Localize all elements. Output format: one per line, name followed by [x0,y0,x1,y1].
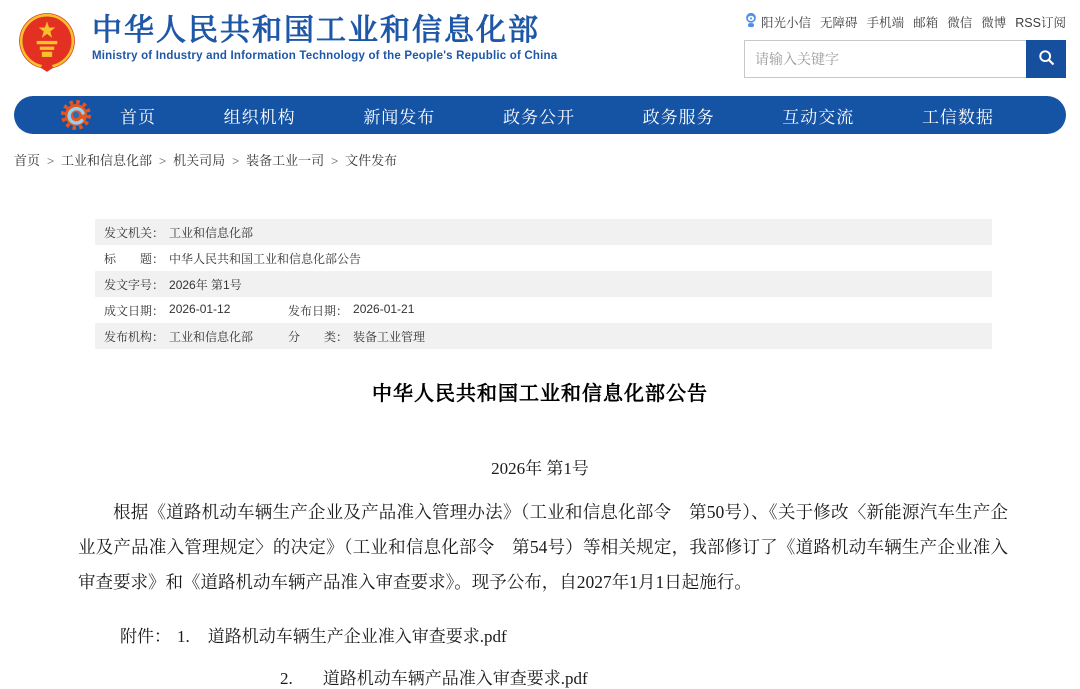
nav-items [92,103,1066,128]
meta-value: 中华人民共和国工业和信息化部公告 [169,251,362,266]
nav-item-2[interactable]: 组织机构 [223,107,296,127]
document-title: 中华人民共和国工业和信息化部公告 [372,383,708,405]
breadcrumb-separator: > [331,154,339,168]
meta-label: 分 类： [288,329,349,344]
meta-row [95,323,992,349]
breadcrumb-item-4[interactable]: 装备工业一司 [246,153,325,168]
nav-item-3[interactable]: 新闻发布 [363,107,436,127]
attachment-index: 1. [177,627,190,646]
quick-link-6[interactable] [981,13,1006,31]
nav-item-4[interactable]: 政务公开 [502,107,575,127]
document-meta-table [95,219,992,349]
quick-link-1[interactable] [744,12,811,31]
quick-links [744,12,1066,31]
meta-row [95,245,992,271]
meta-cell [104,276,242,293]
nav-item-7[interactable]: 工信数据 [921,107,994,127]
meta-cell [104,224,253,241]
meta-cell [104,250,361,267]
quick-link-label: 微信 [947,15,973,30]
meta-value: 2026年 第1号 [169,277,242,292]
search-icon [1036,47,1057,71]
meta-value: 工业和信息化部 [169,225,254,240]
header-right [744,8,1066,96]
quick-link-3[interactable] [867,13,905,31]
search-button[interactable] [1026,40,1066,78]
quick-link-7[interactable] [1015,13,1066,31]
search-input[interactable] [744,40,1026,78]
quick-link-2[interactable] [820,13,858,31]
quick-link-label: 邮箱 [913,15,939,30]
quick-link-label: 无障碍 [820,15,858,30]
nav-item-1[interactable]: 首页 [120,107,156,127]
attachment-line [280,664,1080,689]
attachment-link-1[interactable]: 道路机动车辆生产企业准入审查要求.pdf [207,627,507,646]
quick-link-5[interactable] [947,13,972,31]
search-bar [744,40,1066,78]
nav-item-5[interactable]: 政务服务 [642,107,715,127]
attachment-index: 2. [280,669,293,688]
attachments-label: 附件： [120,627,171,646]
meta-cell [288,302,414,319]
meta-cell [104,302,288,319]
meta-label: 发文字号： [104,277,165,292]
quick-link-label: 微博 [981,15,1007,30]
breadcrumb-item-3[interactable]: 机关司局 [173,153,226,168]
meta-label: 成文日期： [104,303,165,318]
brand-text [92,8,557,62]
meta-label: 发布日期： [288,303,349,318]
miit-gear-logo-icon [60,99,92,131]
meta-cell [288,328,425,345]
nav-item-6[interactable]: 互动交流 [782,107,855,127]
quick-link-label: 手机端 [866,15,905,30]
meta-label: 发布机构： [104,329,165,344]
quick-link-4[interactable] [913,13,938,31]
breadcrumb-item-2[interactable]: 工业和信息化部 [61,153,153,168]
meta-cell [104,328,288,345]
attachment-line [120,622,1080,647]
breadcrumb-separator: > [159,154,167,168]
meta-label: 标 题： [104,251,165,266]
attachments [0,622,1080,689]
breadcrumb-separator: > [232,154,240,168]
meta-row [95,271,992,297]
quick-link-label: RSS订阅 [1015,15,1066,30]
site-header [0,0,1080,96]
site-title: 中华人民共和国工业和信息化部 [92,14,540,47]
quick-link-label: 阳光小信 [761,15,812,30]
meta-row [95,297,992,323]
site-subtitle: Ministry of Industry and Information Technology of the People's Republic of China [92,50,558,62]
breadcrumb-separator: > [47,154,55,168]
site-brand [14,8,557,96]
meta-value: 2026-01-21 [353,301,415,316]
meta-row [95,219,992,245]
national-emblem-icon [14,10,80,76]
meta-value: 2026-01-12 [169,301,231,316]
meta-label: 发文机关： [104,225,165,240]
meta-value: 装备工业管理 [353,329,426,344]
breadcrumb [0,134,1080,169]
main-navbar [14,96,1066,134]
document-number: 2026年 第1号 [491,459,589,478]
breadcrumb-item-5[interactable]: 文件发布 [345,153,398,168]
attachment-link-2[interactable]: 道路机动车辆产品准入审查要求.pdf [322,669,588,688]
meta-value: 工业和信息化部 [169,329,254,344]
mascot-icon [744,12,758,31]
document-paragraph: 根据《道路机动车辆生产企业及产品准入管理办法》（工业和信息化部令 第50号）、《关于修改〈新能源汽车生产企业及产品准入管理规定〉的决定》（工业和信息化部令 第54号）等相关规定，我部修订了《道路机动车辆生产企业准入审查要求》和《道路机动车辆产品准入审查要求》。现予公布，自2027年1月1日起施行。 [78,502,1008,592]
breadcrumb-item-1[interactable]: 首页 [14,153,41,168]
